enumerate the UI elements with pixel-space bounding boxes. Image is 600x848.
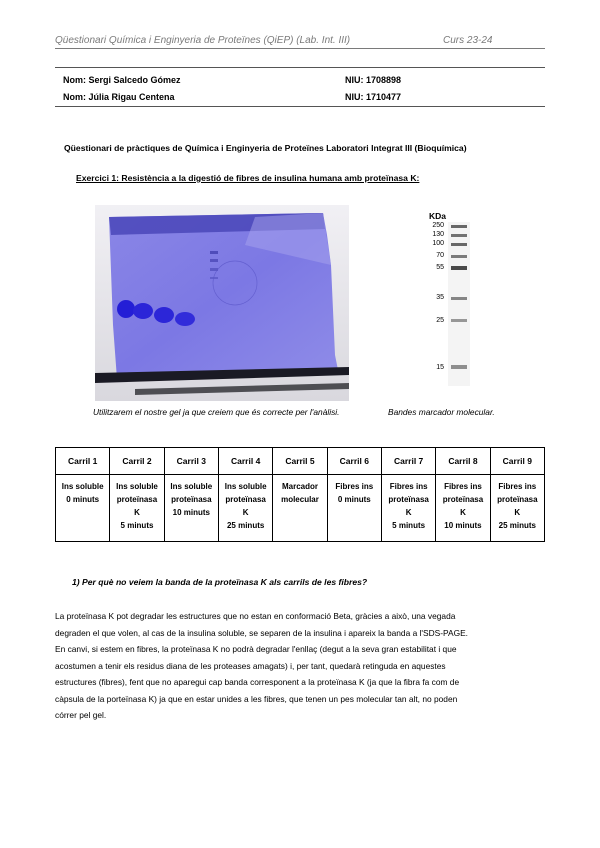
lane-header: Carril 1 — [56, 448, 110, 475]
student-name-1: Nom: Sergi Salcedo Gómez — [63, 75, 181, 85]
lane-cell — [327, 475, 381, 542]
lane-cell-line: K — [134, 508, 140, 517]
marker-weight-15: 15 — [436, 364, 444, 371]
gel-caption: Utilitzarem el nostre gel ja que creiem que és correcte per l'anàlisi. — [93, 407, 340, 417]
question-1: 1) Per què no veiem la banda de la proteïnasa K als carrils de les fibres? — [72, 577, 368, 587]
student-names-block — [55, 67, 545, 107]
header-course-title: Qüestionari Química i Enginyeria de Proteïnes (QiEP) (Lab. Int. III) — [55, 35, 351, 46]
lane-cell-line: proteïnasa — [497, 495, 538, 504]
lanes-header-row — [56, 448, 545, 475]
lane-header: Carril 9 — [490, 448, 544, 475]
lane-cell-line: Fibres ins — [335, 482, 374, 491]
answer-paragraph-1 — [55, 608, 545, 641]
marker-weight-55: 55 — [436, 264, 444, 271]
lane-header: Carril 7 — [381, 448, 435, 475]
lane-cell-line: proteïnasa — [388, 495, 429, 504]
marker-ladder-image — [448, 222, 470, 386]
lane-cell-line: 5 minuts — [392, 521, 426, 530]
questionnaire-title: Qüestionari de pràctiques de Química i Enginyeria de Proteïnes Laboratori Integrat III (Bioquímica) — [64, 143, 467, 153]
lane-cell-line: 25 minuts — [226, 521, 265, 530]
lane-header: Carril 4 — [218, 448, 272, 475]
lane-cell — [164, 475, 218, 542]
lane-cell-line: proteïnasa — [171, 495, 212, 504]
lane-cell-line: Ins soluble — [170, 482, 213, 491]
answer-line: estructures (fibres), fent que no aparegui cap banda corresponent a la proteïnasa K (ja que la fibra fa com de — [55, 677, 460, 687]
lane-cell — [273, 475, 327, 542]
lane-header: Carril 5 — [273, 448, 327, 475]
lane-cell — [381, 475, 435, 542]
marker-unit-label: KDa — [429, 211, 447, 221]
lane-cell-line: Ins soluble — [61, 482, 104, 491]
lane-cell-line: proteïnasa — [225, 495, 266, 504]
lane-cell-line: 10 minuts — [444, 521, 482, 530]
student-niu-2: NIU: 1710477 — [345, 92, 402, 102]
lane-cell-line: Fibres ins — [498, 482, 537, 491]
lane-cell-line: Marcador — [281, 482, 318, 491]
lane-cell-line: 10 minuts — [172, 508, 210, 517]
answer-line: córrer pel gel. — [55, 710, 107, 720]
marker-weight-130: 130 — [432, 231, 444, 238]
marker-weight-25: 25 — [436, 317, 444, 324]
exercise-title: Exercici 1: Resistència a la digestió de fibres de insulina humana amb proteïnasa K: — [76, 173, 420, 183]
page-header — [55, 35, 545, 49]
lane-cell-line: proteïnasa — [442, 495, 484, 504]
lane-cell-line: 25 minuts — [498, 521, 536, 530]
lane-cell-line: Ins soluble — [116, 482, 158, 491]
lane-cell — [56, 475, 110, 542]
lane-cell — [110, 475, 164, 542]
header-academic-year: Curs 23-24 — [443, 35, 493, 46]
gel-illustration — [95, 205, 349, 401]
lane-header: Carril 3 — [164, 448, 218, 475]
marker-weight-250: 250 — [432, 222, 444, 229]
student-niu-1: NIU: 1708898 — [345, 75, 402, 85]
lane-cell — [436, 475, 490, 542]
lanes-content-row — [56, 475, 545, 542]
student-name-2: Nom: Júlia Rigau Centena — [63, 92, 175, 102]
lane-cell-line: Fibres ins — [444, 482, 482, 491]
lane-cell-line: molecular — [281, 495, 319, 504]
marker-ladder-illustration — [448, 222, 470, 386]
marker-weight-35: 35 — [436, 294, 444, 301]
lane-cell-line: K — [242, 508, 249, 517]
lane-header: Carril 6 — [327, 448, 381, 475]
lane-cell-line: K — [514, 508, 521, 517]
sds-page-gel-image — [95, 205, 349, 401]
lane-cell — [490, 475, 544, 542]
answer-line: En canvi, si estem en fibres, la proteïnasa K no podrà degradar l'enllaç (degut a la seva gran estabilitat i que — [55, 644, 457, 654]
lane-cell-line: 5 minuts — [120, 521, 154, 530]
lane-cell-line: 0 minuts — [337, 495, 371, 504]
answer-line: acostumen a tenir els residus diana de les proteases amagats) i, per tant, quedarà retinguda en aquestes — [55, 660, 446, 671]
answer-line: La proteïnasa K pot degradar les estructures que no estan en conformació Beta, gràcies a això, una vegada — [55, 611, 456, 621]
lane-cell-line: 0 minuts — [66, 495, 100, 504]
lane-header: Carril 2 — [110, 448, 164, 475]
lane-cell-line: K — [405, 508, 412, 517]
answer-line: degraden el que volen, al cas de la insulina soluble, se separen de la insulina i apareix la banda a l'SDS-PAGE. — [55, 627, 469, 638]
lane-header: Carril 8 — [436, 448, 490, 475]
answer-line: càpsula de la porteïnasa K) ja que en estar unides a les fibres, que tenen un pes molecular tan alt, no poden — [55, 693, 458, 704]
marker-caption: Bandes marcador molecular. — [388, 407, 495, 417]
lane-cell-line: K — [460, 508, 466, 517]
lane-cell-line: Ins soluble — [224, 482, 267, 491]
marker-weight-70: 70 — [436, 252, 444, 259]
lane-cell-line: proteïnasa — [116, 495, 158, 504]
answer-paragraph-2 — [55, 641, 545, 724]
marker-weight-100: 100 — [432, 240, 444, 247]
lane-cell — [218, 475, 272, 542]
lanes-table — [55, 447, 545, 542]
lane-cell-line: Fibres ins — [389, 482, 428, 491]
